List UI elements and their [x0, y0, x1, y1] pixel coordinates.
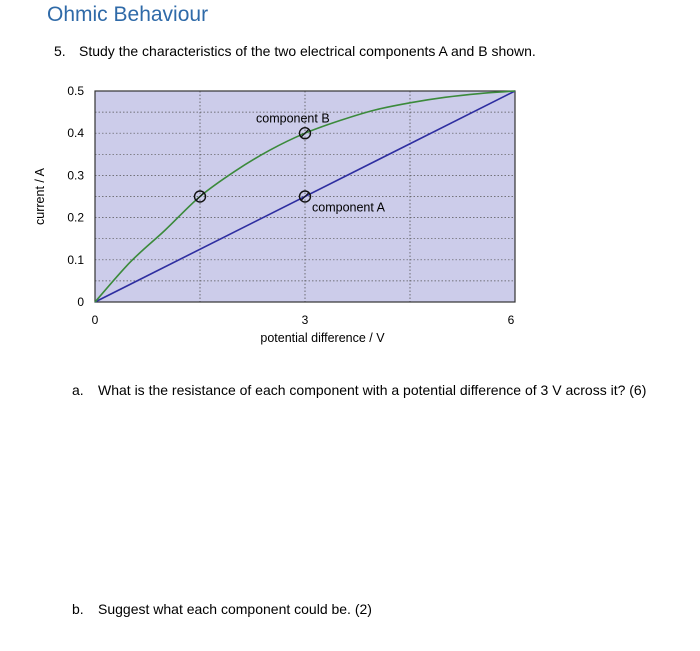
part-b-text: Suggest what each component could be. (2) — [98, 601, 372, 617]
question-text: Study the characteristics of the two electrical components A and B shown. — [79, 43, 536, 59]
series-annotation: component B — [256, 111, 330, 126]
part-a-label: a. — [72, 382, 84, 398]
page-title: Ohmic Behaviour — [47, 3, 209, 26]
y-tick-label: 0.2 — [67, 210, 84, 225]
x-tick-label: 0 — [91, 313, 99, 327]
y-tick-label: 0.5 — [67, 84, 84, 98]
y-tick-label: 0.3 — [67, 168, 84, 183]
y-axis-label: current / A — [33, 168, 47, 225]
y-tick-label: 0.4 — [67, 126, 84, 141]
question-number: 5. — [54, 43, 66, 59]
part-a-text: What is the resistance of each component with a potential difference of 3 V across it? (6) — [98, 382, 647, 398]
part-b-label: b. — [72, 601, 84, 617]
y-tick-label: 0.1 — [67, 252, 84, 267]
y-tick-label: 0 — [77, 295, 84, 309]
x-axis-label: potential difference / V — [260, 331, 385, 345]
x-tick-label: 3 — [301, 313, 309, 327]
series-annotation: component A — [312, 200, 385, 215]
x-tick-label: 6 — [507, 313, 515, 327]
